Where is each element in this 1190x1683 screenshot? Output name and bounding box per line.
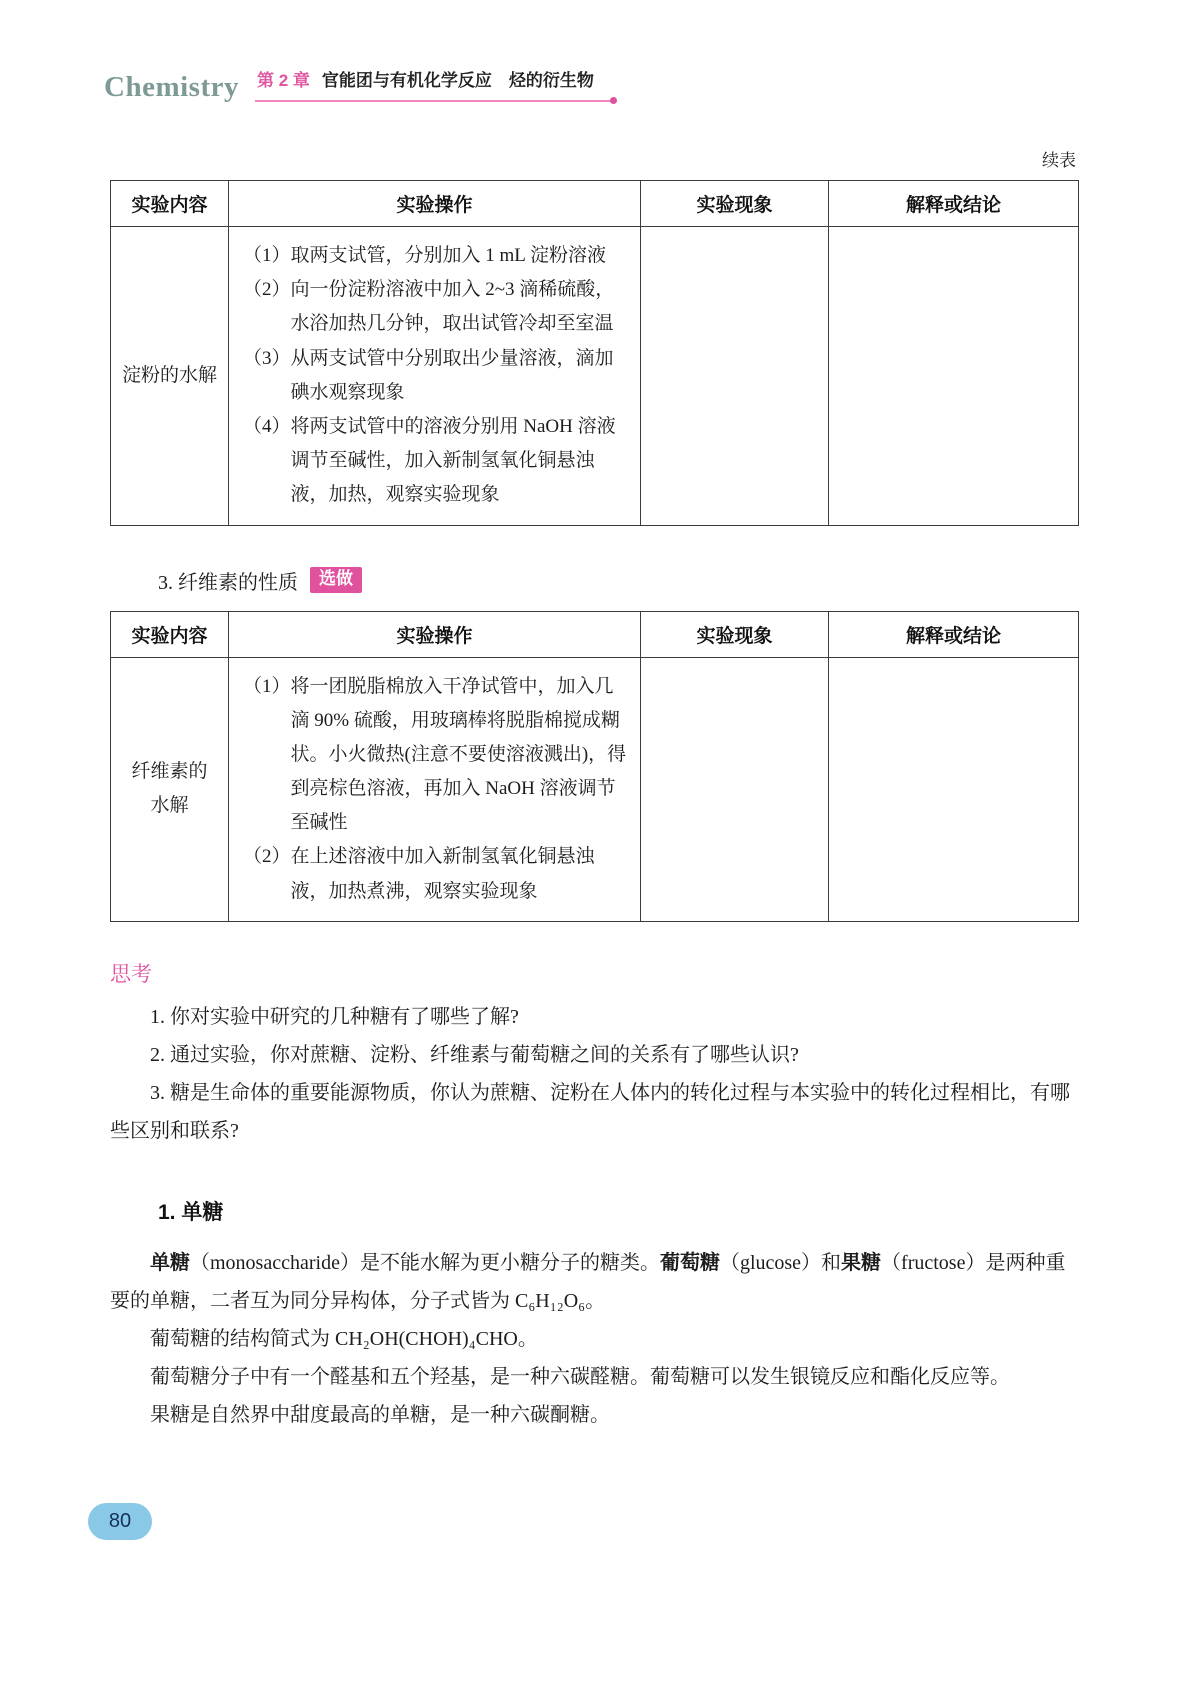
- table-header-conclusion: 解释或结论: [829, 611, 1079, 657]
- operation-item: [243, 670, 632, 841]
- experiment-table-cellulose: [110, 611, 1079, 922]
- experiment-phenomenon-cell: [641, 657, 829, 921]
- header-accent-dot-icon: [610, 97, 617, 104]
- experiment-content-text: 淀粉的水解: [121, 364, 217, 386]
- experiment-content-cell: [111, 227, 229, 526]
- table-header-operation: 实验操作: [229, 611, 641, 657]
- operation-item: [243, 239, 632, 273]
- chemistry-logo: Chemistry: [104, 71, 239, 103]
- experiment-conclusion-cell: [829, 227, 1079, 526]
- monosaccharide-paragraph-3: 葡萄糖分子中有一个醛基和五个羟基，是一种六碳醛糖。葡萄糖可以发生银镜反应和酯化反应等。: [150, 1365, 1010, 1388]
- chapter-header: [255, 66, 612, 102]
- think-question-3: 3. 糖是生命体的重要能源物质，你认为蔗糖、淀粉在人体内的转化过程与本实验中的转化过程相比，有哪些区别和联系?: [110, 1081, 1070, 1142]
- table-row: [111, 657, 1079, 921]
- page-number-badge: [88, 1503, 152, 1540]
- operation-marker: （1）: [243, 245, 291, 266]
- monosaccharide-paragraph-2: 葡萄糖的结构简式为 CH₂OH(CHOH)₄CHO。: [150, 1327, 538, 1350]
- experiment-content-text: 纤维素的水解: [131, 760, 208, 817]
- section-cellulose-title: 3. 纤维素的性质: [158, 571, 298, 594]
- table-row: [111, 227, 1079, 526]
- operation-text: 取两支试管，分别加入 1 mL 淀粉溶液: [290, 245, 606, 266]
- optional-badge: 选做: [310, 567, 362, 592]
- chapter-title: 官能团与有机化学反应 烃的衍生物: [321, 71, 594, 90]
- operation-marker: （2）: [243, 279, 291, 301]
- operation-item: [243, 273, 632, 341]
- continued-table-label: 续表: [1042, 151, 1076, 170]
- operation-marker: （1）: [243, 675, 291, 697]
- think-heading: 思考: [110, 962, 152, 986]
- operation-text: 将一团脱脂棉放入干净试管中，加入几滴 90% 硫酸，用玻璃棒将脱脂棉搅成糊状。小火微热(注意不要使溶液溅出)，得到亮棕色溶液，再加入 NaOH 溶液调节至碱性: [290, 675, 627, 834]
- table-header-row: [111, 611, 1079, 657]
- experiment-operation-cell: [229, 227, 641, 526]
- monosaccharide-heading: 1. 单糖: [158, 1200, 224, 1224]
- think-question-2: 2. 通过实验，你对蔗糖、淀粉、纤维素与葡萄糖之间的关系有了哪些认识?: [150, 1043, 799, 1066]
- operation-item: [243, 410, 632, 513]
- experiment-conclusion-cell: [829, 657, 1079, 921]
- page-header: [104, 66, 612, 102]
- experiment-table-starch: [110, 180, 1079, 526]
- operation-text: 将两支试管中的溶液分别用 NaOH 溶液调节至碱性，加入新制氢氧化铜悬浊液，加热，观察实验现象: [290, 415, 616, 506]
- experiment-content-cell: [111, 657, 229, 921]
- operation-item: [243, 342, 632, 410]
- table-header-row: [111, 181, 1079, 227]
- monosaccharide-paragraph-1: 单糖（monosaccharide）是不能水解为更小糖分子的糖类。葡萄糖（glucose）和果糖（fructose）是两种重要的单糖，二者互为同分异构体，分子式皆为 C₆H₁₂O₆。: [110, 1251, 1066, 1312]
- experiment-phenomenon-cell: [641, 227, 829, 526]
- table-header-conclusion: 解释或结论: [829, 181, 1079, 227]
- operation-text: 向一份淀粉溶液中加入 2~3 滴稀硫酸，水浴加热几分钟，取出试管冷却至室温: [290, 279, 615, 335]
- table-header-content: 实验内容: [111, 181, 229, 227]
- chapter-number: 第 2 章: [256, 71, 310, 90]
- think-question-1: 1. 你对实验中研究的几种糖有了哪些了解?: [150, 1005, 519, 1028]
- section-cellulose-heading: [158, 566, 1078, 595]
- table-header-content: 实验内容: [111, 611, 229, 657]
- operation-marker: （2）: [243, 846, 291, 868]
- table-header-operation: 实验操作: [229, 181, 641, 227]
- operation-marker: （3）: [243, 347, 291, 369]
- page-number: 80: [108, 1510, 132, 1532]
- operation-text: 从两支试管中分别取出少量溶液，滴加碘水观察现象: [290, 347, 614, 403]
- table-header-phenomenon: 实验现象: [641, 611, 829, 657]
- operation-item: [243, 840, 632, 908]
- main-content: [110, 146, 1078, 1434]
- operation-marker: （4）: [243, 415, 291, 437]
- experiment-operation-cell: [229, 657, 641, 921]
- operation-text: 在上述溶液中加入新制氢氧化铜悬浊液，加热煮沸，观察实验现象: [290, 846, 595, 902]
- monosaccharide-paragraph-4: 果糖是自然界中甜度最高的单糖，是一种六碳酮糖。: [150, 1403, 610, 1426]
- table-header-phenomenon: 实验现象: [641, 181, 829, 227]
